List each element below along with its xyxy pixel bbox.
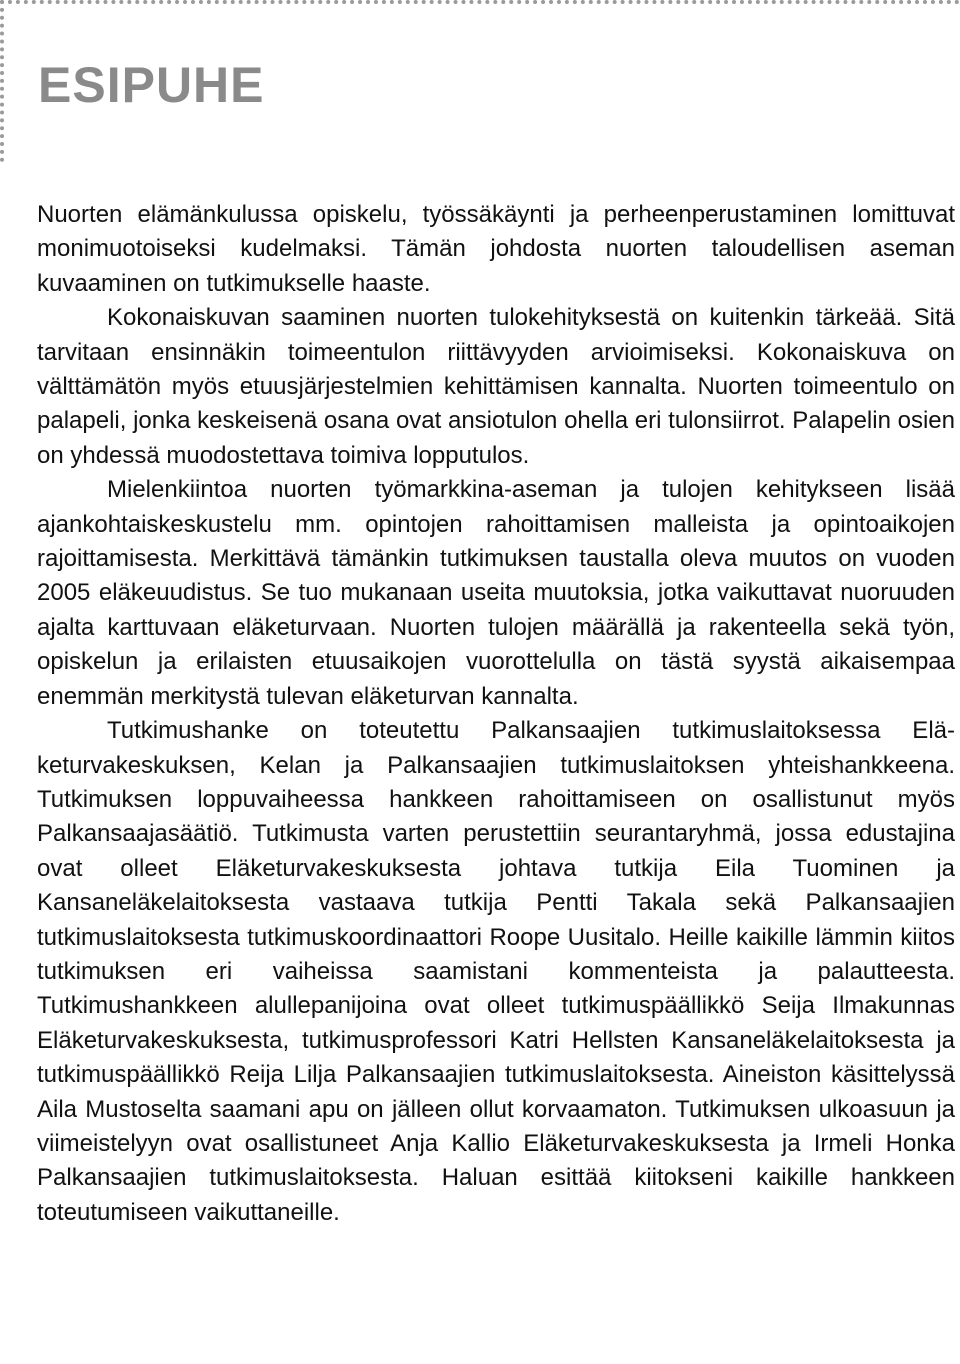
paragraph-interest: Mielenkiintoa nuorten työmarkkina-aseman ja tulojen kehitykseen lisää ajankohtaiskeskustelu mm. opintojen rahoittamisen malleista ja opintoaikojen rajoittamisesta. Merkittävä tämänkin tutkimuksen taustalla oleva muutos on vuoden 2005 eläkeuudistus. Se tuo mukanaan useita muutoksia, jotka vaikuttavat nuoruuden ajalta karttuvaan eläketurvaan. Nuorten tulojen määrällä ja rakenteella sekä työn, opiskelun ja erilaisten etuusaikojen vuorottelulla on tästä syystä aikaisempaa enemmän merkitystä tulevan eläketurvan kannalta.	[37, 476, 955, 710]
paragraph-overview: Kokonaiskuvan saaminen nuorten tulokehityksestä on kuitenkin tärkeää. Sitä tarvitaan ensinnäkin toimeentulon riittävyyden arvioimiseksi. Kokonaiskuva on välttämätön myös etuusjärjestelmien kehittämisen kannalta. Nuorten toimeentulo on palapeli, jonka keskeisenä osana ovat ansiotulon ohella eri tulonsiirrot. Palapelin osien on yhdessä muodostettava toimiva lopputulos.	[37, 304, 955, 469]
top-dotted-rule	[0, 0, 960, 4]
page-title: ESIPUHE	[38, 57, 265, 113]
left-dotted-rule	[0, 0, 4, 162]
body-text	[37, 198, 955, 1230]
paragraph-acknowledgements: Tutkimushanke on toteutettu Palkansaajien tutkimuslaitoksessa Eläketurvakeskuksen, Kelan ja Palkansaajien tutkimuslaitoksen yhteishankkeena. Tutkimuksen loppuvaiheessa hankkeen rahoittamiseen on osallistunut myös Palkansaajasäätiö. Tutkimusta varten perustettiin seurantaryhmä, jossa edustajina ovat olleet Eläketurvakeskuksesta johtava tutkija Eila Tuominen ja Kansaneläkelaitoksesta vastaava tutkija Pentti Takala sekä Palkansaajien tutkimuslaitoksesta tutkimuskoordinaattori Roope Uusitalo. Heille kaikille lämmin kiitos tutkimuksen eri vaiheissa saamistani kommenteista ja palautteesta. Tutkimushankkeen alullepanijoina ovat olleet tutkimuspäällikkö Seija Ilmakunnas Eläketurvakeskuksesta, tutkimusprofessori Katri Hellsten Kansaneläkelaitoksesta ja tutkimuspäällikkö Reija Lilja Palkansaajien tutkimuslaitoksesta. Aineiston käsittelyssä Aila Mustoselta saamani apu on jälleen ollut korvaamaton. Tutkimuksen ulkoasuun ja viimeistelyyn ovat osallistuneet Anja Kallio Eläketurvakeskuksesta ja Irmeli Honka Palkansaajien tutkimuslaitoksesta. Haluan esittää kiitokseni kaikille hankkeen toteutumiseen vaikuttaneille.	[37, 717, 955, 1226]
paragraph-intro: Nuorten elämänkulussa opiskelu, työssäkäynti ja perheenperustaminen lomittuvat monimuotoiseksi kudelmaksi. Tämän johdosta nuorten taloudellisen aseman kuvaaminen on tutkimukselle haaste.	[37, 201, 955, 297]
